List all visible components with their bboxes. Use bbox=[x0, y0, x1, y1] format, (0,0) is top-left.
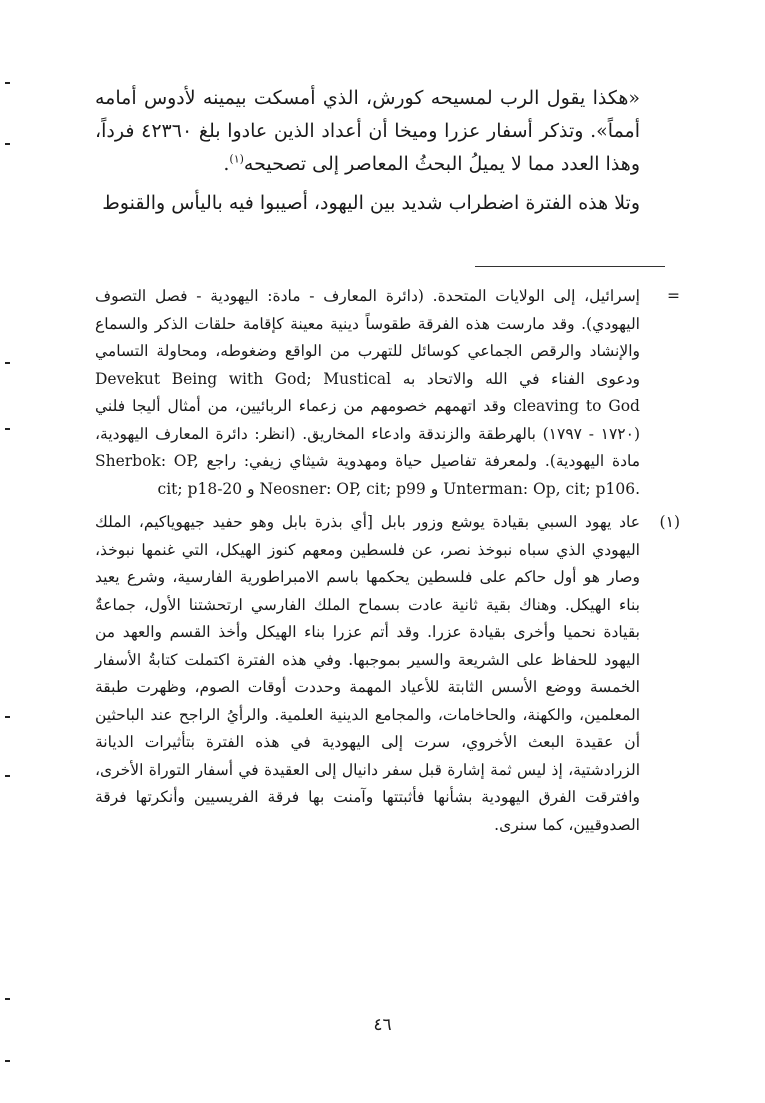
main-text bbox=[95, 82, 640, 220]
footnote-1-text: عاد يهود السبي بقيادة يوشع وزور بابل [أي بذرة بابل وهو حفيد جيهوياكيم، الملك اليهودي الذي سباه نبوخذ نصر، عن فلسطين ومعهم كنوز الهيكل، التي غنمها نبوخذ، وصار هو أول حاكم على فلسطين يحكمها باسم الامبراطورية الفارسية، وشرع يعيد بناء الهيكل. وهناك بقية ثانية عادت بسماح الملك الفارسي ارتحشتنا الأول، جماعةٌ بقيادة نحميا وأخرى بقيادة عزرا. وقد أتم عزرا بناء الهيكل وأخذ القسم والعهد من اليهود للحفاظ على الشريعة والسير بموجبها. وفي هذه الفترة اكتملت كتابةُ الأسفار الخمسة ووضع الأسس الثابتة للأعياد المهمة وحددت أوقات الصوم، وظهرت طبقة المعلمين، والكهنة، والحاخامات، والمجامع الدينية العلمية. والرأيُ الراجح عند الباحثين أن عقيدة البعث الأخروي، سرت إلى اليهودية في هذه الفترة بتأثيرات الديانة الزرادشتية، إذ ليس ثمة إشارة قبل سفر دانيال إلى العقيدة في أسفار التوراة الأخرى، وافترقت الفرق اليهودية بشأنها فأثبتتها وآمنت بها فرقة الفريسيين وأنكرتها فرقة الصدوقيين، كما سنرى. bbox=[95, 513, 640, 834]
scan-edge-mark bbox=[5, 998, 10, 1000]
page-number: ٤٦ bbox=[373, 1015, 392, 1035]
main-paragraph-2: وتلا هذه الفترة اضطراب شديد بين اليهود، أصيبوا فيه باليأس والقنوط bbox=[102, 192, 640, 214]
footnote-continued-text: إسرائيل، إلى الولايات المتحدة. (دائرة المعارف - مادة: اليهودية - فصل التصوف اليهودي). وقد مارست هذه الفرقة طقوساً دينية معينة كإقامة حلقات الذكر والسماع والإنشاد والرقص الجماعي كوسائل للتهرب من الواقع وضغوطه، ومحاولة التسامي ودعوى الفناء في الله والاتحاد به Devekut Being with God; Mustical cleaving to God وقد اتهمهم خصومهم من زعماء الربائيين، من أمثال أليجا فلني (١٧٢٠ - ١٧٩٧) بالهرطقة والزندقة وادعاء المخاريق. (انظر: دائرة المعارف اليهودية، مادة اليهودية). ولمعرفة تفاصيل حياة ومهدوية شيثاي زيفي: راجع Sherbok: OP, cit; p18-20 و Neosner: OP, cit; p99 و Unterman: Op, cit; p106. bbox=[95, 287, 641, 498]
scan-edge-mark bbox=[5, 82, 10, 84]
latin-term-1: Devekut Being with God; bbox=[95, 369, 312, 388]
footnote-1-marker: (١) bbox=[659, 513, 680, 531]
footnote-1 bbox=[95, 509, 680, 839]
main-paragraph-1: «هكذا يقول الرب لمسيحه كورش، الذي أمسكت بيمينه لأدوس أمامه أمماً». وتذكر أسفار عزرا وميخا أن أعداد الذين عادوا بلغ ٤٢٣٦٠ فرداً، وهذا العدد مما لا يميلُ البحثُ المعاصر إلى تصحيحه$^{(١)}$. bbox=[95, 87, 641, 175]
scan-edge-mark bbox=[5, 428, 10, 430]
scan-edge-mark bbox=[5, 143, 10, 145]
footnote-continuation-marker: = bbox=[667, 287, 680, 305]
footnote-separator bbox=[475, 266, 665, 267]
scan-edge-mark bbox=[5, 362, 10, 364]
footnotes bbox=[95, 283, 680, 839]
bibliographic-refs: Sherbok: OP, cit; p18-20 و Neosner: OP, cit; p99 و Unterman: Op, cit; p106. bbox=[95, 452, 640, 498]
footnote-continued bbox=[95, 283, 680, 503]
latin-term-2: Mustical cleaving to God bbox=[323, 369, 640, 415]
scan-edge-mark bbox=[5, 1060, 10, 1062]
footnote-ref-1[interactable]: (١) bbox=[229, 152, 244, 166]
scan-edge-mark bbox=[5, 775, 10, 777]
scan-edge-mark bbox=[5, 716, 10, 718]
